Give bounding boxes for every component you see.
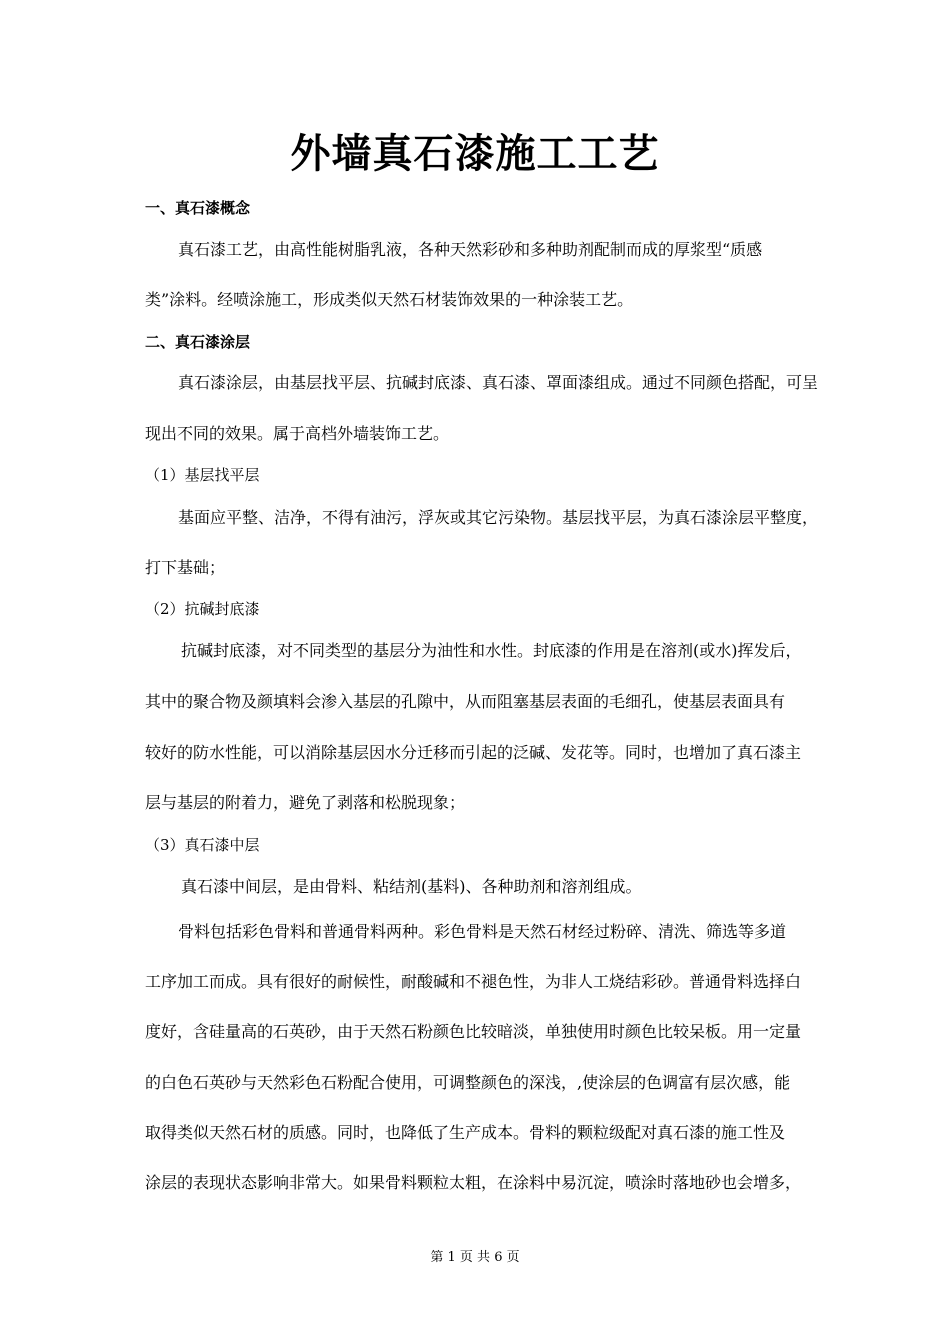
page-number-footer: 第 1 页 共 6 页 (430, 1250, 520, 1265)
paragraph-line: 层与基层的附着力，避免了剥落和松脱现象； (145, 793, 466, 812)
subsection-heading-base-layer: （1）基层找平层 (145, 466, 260, 484)
paragraph-line: 真石漆工艺，由高性能树脂乳液，各种天然彩砂和多种助剂配制而成的厚浆型“质感 (178, 240, 763, 259)
paragraph-line: 真石漆涂层，由基层找平层、抗碱封底漆、真石漆、罩面漆组成。通过不同颜色搭配，可呈 (178, 373, 819, 392)
paragraph-line: 现出不同的效果。属于高档外墙装饰工艺。 (145, 424, 450, 443)
paragraph-line: 基面应平整、洁净，不得有油污，浮灰或其它污染物。基层找平层，为真石漆涂层平整度， (178, 508, 819, 527)
paragraph-line: 较好的防水性能，可以消除基层因水分迁移而引起的泛碱、发花等。同时，也增加了真石漆主 (145, 743, 802, 762)
subsection-heading-primer: （2）抗碱封底漆 (145, 600, 260, 618)
page-title: 外墙真石漆施工工艺 (290, 130, 660, 177)
paragraph-line: 骨料包括彩色骨料和普通骨料两种。彩色骨料是天然石材经过粉碎、清洗、筛选等多道 (178, 922, 787, 941)
paragraph-line: 的白色石英砂与天然彩色石粉配合使用，可调整颜色的深浅，,使涂层的色调富有层次感，能 (145, 1073, 791, 1092)
paragraph-line: 取得类似天然石材的质感。同时，也降低了生产成本。骨料的颗粒级配对真石漆的施工性及 (145, 1123, 786, 1142)
paragraph-line: 涂层的表现状态影响非常大。如果骨料颗粒太粗，在涂料中易沉淀，喷涂时落地砂也会增多， (145, 1173, 802, 1192)
paragraph-line: 其中的聚合物及颜填料会渗入基层的孔隙中，从而阻塞基层表面的毛细孔，使基层表面具有 (145, 692, 786, 711)
subsection-heading-middle-layer: （3）真石漆中层 (145, 836, 260, 854)
paragraph-line: 真石漆中间层，是由骨料、粘结剂(基料)、各种助剂和溶剂组成。 (181, 877, 642, 896)
section-heading-concept: 一、真石漆概念 (145, 199, 251, 217)
paragraph-line: 抗碱封底漆，对不同类型的基层分为油性和水性。封底漆的作用是在溶剂(或水)挥发后， (181, 641, 802, 660)
paragraph-line: 类”涂料。经喷涂施工，形成类似天然石材装饰效果的一种涂装工艺。 (145, 290, 634, 309)
paragraph-line: 打下基础； (145, 558, 226, 577)
paragraph-line: 工序加工而成。具有很好的耐候性，耐酸碱和不褪色性，为非人工烧结彩砂。普通骨料选择白 (145, 972, 802, 991)
section-heading-coating: 二、真石漆涂层 (145, 333, 251, 351)
paragraph-line: 度好，含硅量高的石英砂，由于天然石粉颜色比较暗淡，单独使用时颜色比较呆板。用一定量 (145, 1022, 802, 1041)
